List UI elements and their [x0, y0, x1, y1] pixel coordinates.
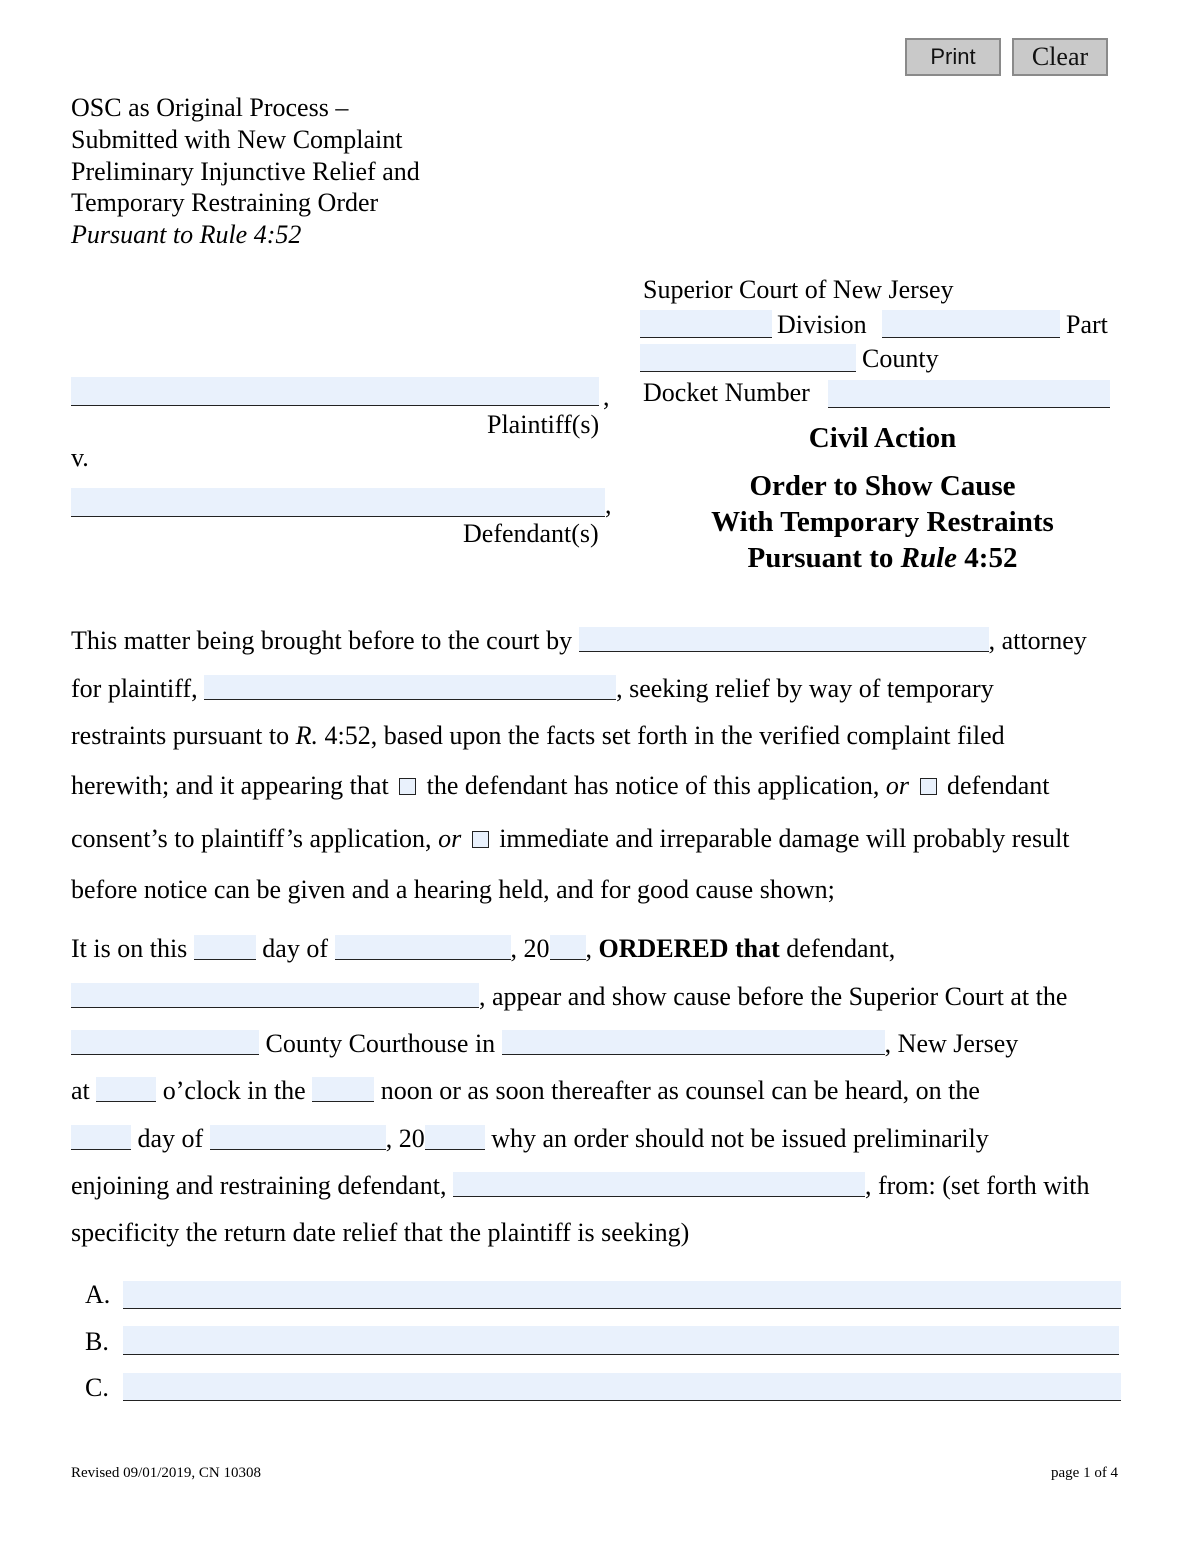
restrained-defendant-field[interactable] [453, 1172, 865, 1197]
part-label: Part [1066, 310, 1108, 339]
para2-line-7: specificity the return date relief that the plaintiff is seeking) [71, 1218, 690, 1247]
header-line-1: OSC as Original Process – [71, 93, 349, 122]
division-field[interactable] [640, 310, 772, 338]
para1-line-6: before notice can be given and a hearing held, and for good cause shown; [71, 875, 835, 904]
plaintiff-label: Plaintiff(s) [487, 410, 600, 439]
order-title-line-2: With Temporary Restraints [711, 506, 1054, 538]
order-month-field[interactable] [335, 935, 511, 960]
consent-checkbox[interactable] [920, 778, 937, 795]
damage-checkbox[interactable] [472, 831, 489, 848]
item-b-label: B. [85, 1327, 109, 1356]
versus-label: v. [71, 443, 89, 472]
page-number: page 1 of 4 [1051, 1465, 1119, 1481]
header-line-4: Temporary Restraining Order [71, 188, 379, 217]
relief-c-field[interactable] [123, 1373, 1121, 1401]
order-day-field[interactable] [194, 935, 256, 960]
order-title-line-3: Pursuant to Rule 4:52 [747, 542, 1018, 574]
defendant-field[interactable] [71, 488, 605, 517]
para2-line-1: It is on this day of , 20 , ORDERED that defendant, [71, 934, 896, 963]
docket-label: Docket Number [643, 378, 810, 407]
order-year-field[interactable] [550, 935, 586, 960]
plaintiff-name-field[interactable] [204, 675, 616, 700]
county-field[interactable] [640, 344, 856, 372]
para2-line-4: at o’clock in the noon or as soon thereafter as counsel can be heard, on the [71, 1076, 980, 1105]
para1-line-1: This matter being brought before to the court by , attorney [71, 626, 1087, 655]
court-name: Superior Court of New Jersey [643, 275, 954, 304]
para1-line-3: restraints pursuant to R. 4:52, based upon the facts set forth in the verified complaint filed [71, 721, 1005, 750]
return-month-field[interactable] [210, 1125, 386, 1150]
clear-button[interactable]: Clear [1012, 38, 1108, 76]
item-a-label: A. [85, 1280, 111, 1309]
revision-note: Revised 09/01/2019, CN 10308 [71, 1465, 261, 1481]
docket-number-field[interactable] [828, 380, 1110, 408]
division-label: Division [777, 310, 867, 339]
relief-b-field[interactable] [123, 1326, 1119, 1355]
para2-line-6: enjoining and restraining defendant, , from: (set forth with [71, 1171, 1090, 1200]
para1-line-4: herewith; and it appearing that the defendant has notice of this application, or defendant [71, 771, 1050, 800]
header-line-2: Submitted with New Complaint [71, 125, 403, 154]
defendant-comma: , [605, 490, 612, 519]
header-line-5: Pursuant to Rule 4:52 [71, 220, 302, 249]
para2-line-2: , appear and show cause before the Superior Court at the [71, 982, 1067, 1012]
defendant-name-field[interactable] [71, 983, 479, 1008]
order-title-line-1: Order to Show Cause [749, 470, 1016, 502]
para1-line-5: consent’s to plaintiff’s application, or immediate and irreparable damage will probably result [71, 824, 1070, 853]
hearing-noon-field[interactable] [312, 1077, 374, 1102]
return-day-field[interactable] [71, 1125, 131, 1150]
header-line-3: Preliminary Injunctive Relief and [71, 157, 420, 186]
return-year-field[interactable] [425, 1125, 485, 1150]
civil-action-title: Civil Action [808, 422, 957, 454]
courthouse-city-field[interactable] [502, 1030, 885, 1055]
notice-checkbox[interactable] [399, 778, 416, 795]
para2-line-5: day of , 20 why an order should not be issued preliminarily [71, 1124, 989, 1154]
para2-line-3: County Courthouse in , New Jersey [71, 1029, 1018, 1059]
plaintiff-comma: , [603, 382, 610, 411]
hearing-hour-field[interactable] [96, 1077, 156, 1102]
item-c-label: C. [85, 1373, 109, 1402]
part-field[interactable] [882, 310, 1060, 338]
attorney-field[interactable] [579, 627, 989, 652]
courthouse-county-field[interactable] [71, 1030, 259, 1055]
relief-a-field[interactable] [123, 1281, 1121, 1309]
county-label: County [862, 344, 939, 373]
print-button[interactable]: Print [905, 38, 1001, 76]
plaintiff-field[interactable] [71, 377, 599, 406]
defendant-label: Defendant(s) [463, 519, 599, 548]
para1-line-2: for plaintiff, , seeking relief by way of temporary [71, 674, 994, 703]
